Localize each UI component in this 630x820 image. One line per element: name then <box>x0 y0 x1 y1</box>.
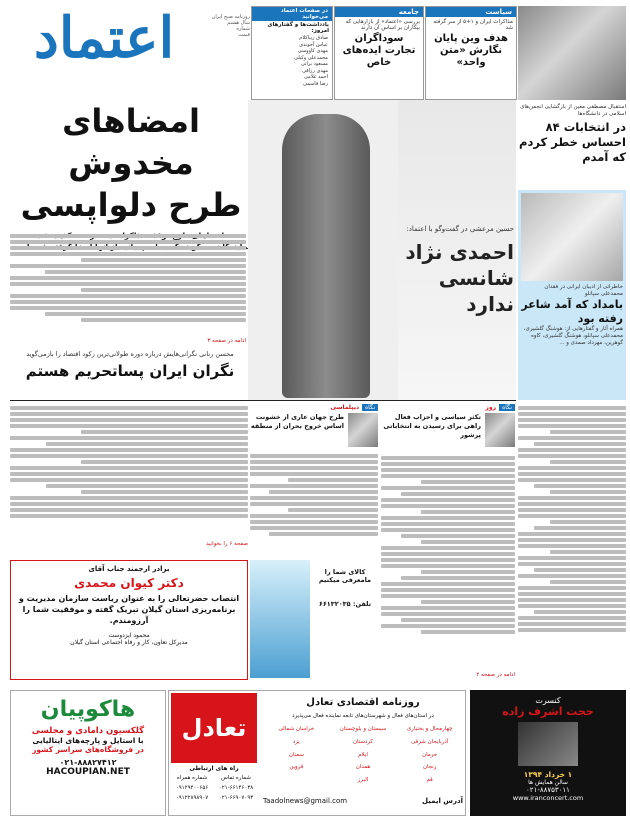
hacoupian-phone: ۰۲۱-۸۸۸۲۷۴۱۲ <box>59 758 117 767</box>
hacoupian-line3: در فروشگاه‌های سراسر کشور <box>32 745 144 754</box>
note-diplomacy-body <box>250 452 378 552</box>
taadol-mobile-1: ۰۹۱۲۹۴۰۰۶۵۶ <box>175 785 209 791</box>
taadol-province: خراسان شمالی <box>278 726 315 732</box>
interview-text[interactable] <box>390 225 514 335</box>
index-item[interactable]: مهدی کاووسی <box>297 48 328 54</box>
index-box-title: یادداشت‌ها و گفتارهای امروز: <box>267 22 329 34</box>
congrats-name: دکتر کیوان محمدی <box>74 576 184 590</box>
congrats-line1: برادر ارجمند جناب آقای <box>88 565 170 573</box>
concert-photo <box>518 722 578 766</box>
note-day-section: روز <box>485 404 497 411</box>
taadol-province: سمنان <box>288 751 304 758</box>
note-day-body <box>381 454 515 672</box>
masthead-date-1: روزنامه صبح ایران <box>211 14 250 20</box>
taadol-province: البرز <box>357 777 369 784</box>
interview-headline-1: احمدی نژاد <box>405 240 514 264</box>
index-item[interactable]: صادق زیباکلام <box>299 35 328 41</box>
congrats-body: انتصاب حضرتعالی را به عنوان ریاست سازمان مدیریت و برنامه‌ریزی استان گیلان تبریک گفته و موفقیت شما را آرزومندم. <box>18 594 240 625</box>
masthead-date-3: شماره <box>236 26 250 32</box>
taadol-province: سیستان و بلوچستان <box>339 726 387 732</box>
teaser-society[interactable] <box>334 6 424 100</box>
small-ad-phone: تلفن: ۶۶۱۳۲۰۳۵ <box>318 600 372 608</box>
right-top-photo <box>518 6 626 100</box>
taadol-contact-label: راه های ارتباطی <box>189 765 239 772</box>
taadol-province: چهارمحال و بختیاری <box>406 726 453 732</box>
masthead <box>190 6 250 72</box>
divider-economy <box>10 400 516 401</box>
main-headline-title-1: امضاهای مخدوش <box>62 102 200 182</box>
note-diplomacy-headline: طرح جهان عاری از خشونت اساس خروج بحران از منطقه <box>250 413 344 430</box>
taadol-province: کردستان <box>352 738 374 745</box>
index-item[interactable]: مسعود براتی <box>300 61 328 67</box>
concert-artist: حجت اشرف زاده <box>502 705 594 718</box>
index-box <box>251 6 333 100</box>
taadol-province: آذربایجان شرقی <box>411 738 449 745</box>
index-item[interactable]: عباس آخوندی <box>299 41 328 48</box>
teaser-society-headline: سوداگران تجارت ایده‌های خاص <box>342 33 416 68</box>
congrats-sign-name: محمود ایزدوست <box>108 632 150 639</box>
main-headline-title-2: طرح دلواپسی <box>20 186 242 224</box>
note-diplomacy-portrait <box>348 413 378 447</box>
economy-kicker: محسن رنانی نگرانی‌هایش درباره دوره طولانی‌ترین رکود اقتصاد را بازمی‌گوید <box>26 350 234 358</box>
taadol-phone-2: ۰۲۱-۶۶۹۰۷۰۹۳ <box>218 795 254 801</box>
index-item[interactable]: رضا قاسمی <box>303 80 328 87</box>
hacoupian-line2: با استایل و پارچه‌های ایتالیایی <box>32 736 144 745</box>
taadol-province: همدان <box>355 764 371 771</box>
note-day-headline: تکثر سیاسی و احزاب فعال راهی برای رسیدن به انتخاباتی پرشور <box>383 413 481 439</box>
taadol-mobile-label: شماره همراه <box>176 775 208 781</box>
interview-kicker: حسین مرعشی در گفت‌وگو با اعتماد: <box>406 225 514 233</box>
economy-headline: نگران ایران پساتحریم هستم <box>25 362 235 380</box>
concert-url: www.iranconcert.com <box>512 794 584 802</box>
masthead-date-2: سال هشتم <box>227 20 250 26</box>
concert-venue: سالن همایش ها <box>528 779 568 786</box>
right-top-kicker: استقبال مصطفی معین از بازگشایی انجمن‌های اسلامی در دانشگاه‌ها <box>520 104 626 117</box>
taadol-mobile-2: ۰۹۱۲۲۸۹۸۹۰۷ <box>175 795 209 801</box>
small-ad[interactable] <box>250 560 378 680</box>
congratulation-notice <box>10 560 248 680</box>
teaser-politics-text: مذاکرات ایران و ۱+۵ از سر گرفته شد <box>433 19 513 31</box>
right-mid-sub: همراه آثار و گفتارهایی از: هوشنگ گلشیری، محمدعلی سپانلو، هوشنگ گلشیری، کاوه گوهرین، مهرداد صمدی و ... <box>523 326 623 346</box>
hacoupian-url: HACOUPIAN.NET <box>46 767 130 777</box>
interview-headline-2: شانسی ندارد <box>438 266 514 316</box>
teaser-society-text: بررسی «اعتماد» از بازارهایی که بیکاران بر اساس آن دارند <box>345 19 420 31</box>
index-box-list <box>252 35 332 87</box>
logo <box>14 6 194 76</box>
note-diplomacy[interactable] <box>250 404 378 450</box>
taadol-province-list <box>263 725 463 789</box>
taadol-province: زنجان <box>422 764 437 771</box>
main-headline[interactable] <box>10 100 252 230</box>
taadol-email[interactable]: Taadolnews@gmail.com <box>263 797 348 805</box>
taadol-logo: تعادل <box>181 714 247 742</box>
masthead-price: قیمت <box>238 32 250 38</box>
taadol-subtitle: در استان‌های فعال و شهرستان‌های تابعه نماینده فعال می‌پذیرد <box>292 713 434 719</box>
right-mid-kicker: خاطراتی از ادیبان ایرانی در فقدان محمدعلی سپانلو <box>544 284 623 297</box>
taadol-province: قزوین <box>289 764 304 771</box>
taadol-email-label: آدرس ایمیل <box>422 797 463 805</box>
main-story-body <box>10 232 246 338</box>
hacoupian-logo: هاکوپیان <box>40 697 136 722</box>
ad-taadol[interactable] <box>168 690 466 816</box>
hacoupian-line1: گلکسیون دامادی و مجلسی <box>31 726 145 736</box>
index-box-header: در صفحات اعتماد می‌خوانید <box>252 7 332 21</box>
taadol-phone-label: شماره تماس <box>221 775 251 781</box>
main-story-continue[interactable]: ادامه در صفحه ۳ <box>207 338 246 344</box>
note-day-continue[interactable]: ادامه در صفحه ۲ <box>476 672 515 678</box>
taadol-phone-1: ۰۲۱-۶۶۱۴۶۰۳۸ <box>218 785 254 791</box>
right-column-body <box>518 404 626 682</box>
economy-story[interactable] <box>10 350 250 390</box>
interview-person-figure <box>282 114 370 398</box>
right-mid-photo <box>521 193 623 281</box>
note-day-tag: نگاه <box>499 404 515 411</box>
index-item[interactable]: مهدی رزاقی <box>302 67 328 74</box>
right-top-headline: در انتخابات ۸۴ احساس خطر کردم که آمدم <box>519 120 626 164</box>
concert-title: کنسرت <box>535 696 561 705</box>
taadol-logo-box <box>171 693 257 763</box>
teaser-politics-section: سیاست <box>426 7 516 17</box>
taadol-province: یزد <box>292 738 300 745</box>
right-mid-story[interactable] <box>518 190 626 400</box>
teaser-society-section: جامعه <box>335 7 423 17</box>
note-day[interactable] <box>381 404 515 452</box>
taadol-province: ایلام <box>358 751 368 758</box>
note-diplomacy-tag: نگاه <box>362 404 378 411</box>
note-diplomacy-section: دیپلماسی <box>330 404 360 411</box>
concert-date: ۱ خرداد ۱۳۹۴ <box>523 770 573 779</box>
ad-hacoupian[interactable] <box>10 690 166 816</box>
congrats-sign-title: مدیرکل تعاون، کار و رفاه اجتماعی استان گیلان <box>70 639 188 646</box>
concert-phone: ۰۲۱-۸۸۷۵۳۰۱۱ <box>526 786 570 794</box>
logo-text: اعتماد <box>33 5 175 71</box>
economy-continue[interactable]: صفحه ۶ را بخوانید <box>206 541 248 547</box>
right-mid-headline: بامداد که آمد شاعر رفته بود <box>521 298 623 325</box>
small-ad-title: کالای شما را مامعرفی میکنیم <box>318 568 372 584</box>
teaser-politics[interactable] <box>425 6 517 100</box>
small-ad-image <box>250 560 310 678</box>
ad-concert[interactable] <box>470 690 626 816</box>
index-item[interactable]: احمد غلامی <box>303 74 328 80</box>
note-day-portrait <box>485 413 515 447</box>
index-item[interactable]: محمدعلی وکیلی <box>294 54 328 61</box>
right-top-story[interactable] <box>518 6 626 186</box>
teaser-politics-headline: هدف وین پایان نگارش «متن واحد» <box>434 33 508 68</box>
taadol-province: قم <box>426 777 433 784</box>
taadol-title: روزنامه اقتصادی تعادل <box>306 697 420 708</box>
economy-body <box>10 404 248 540</box>
taadol-province: خرمان <box>422 751 438 758</box>
